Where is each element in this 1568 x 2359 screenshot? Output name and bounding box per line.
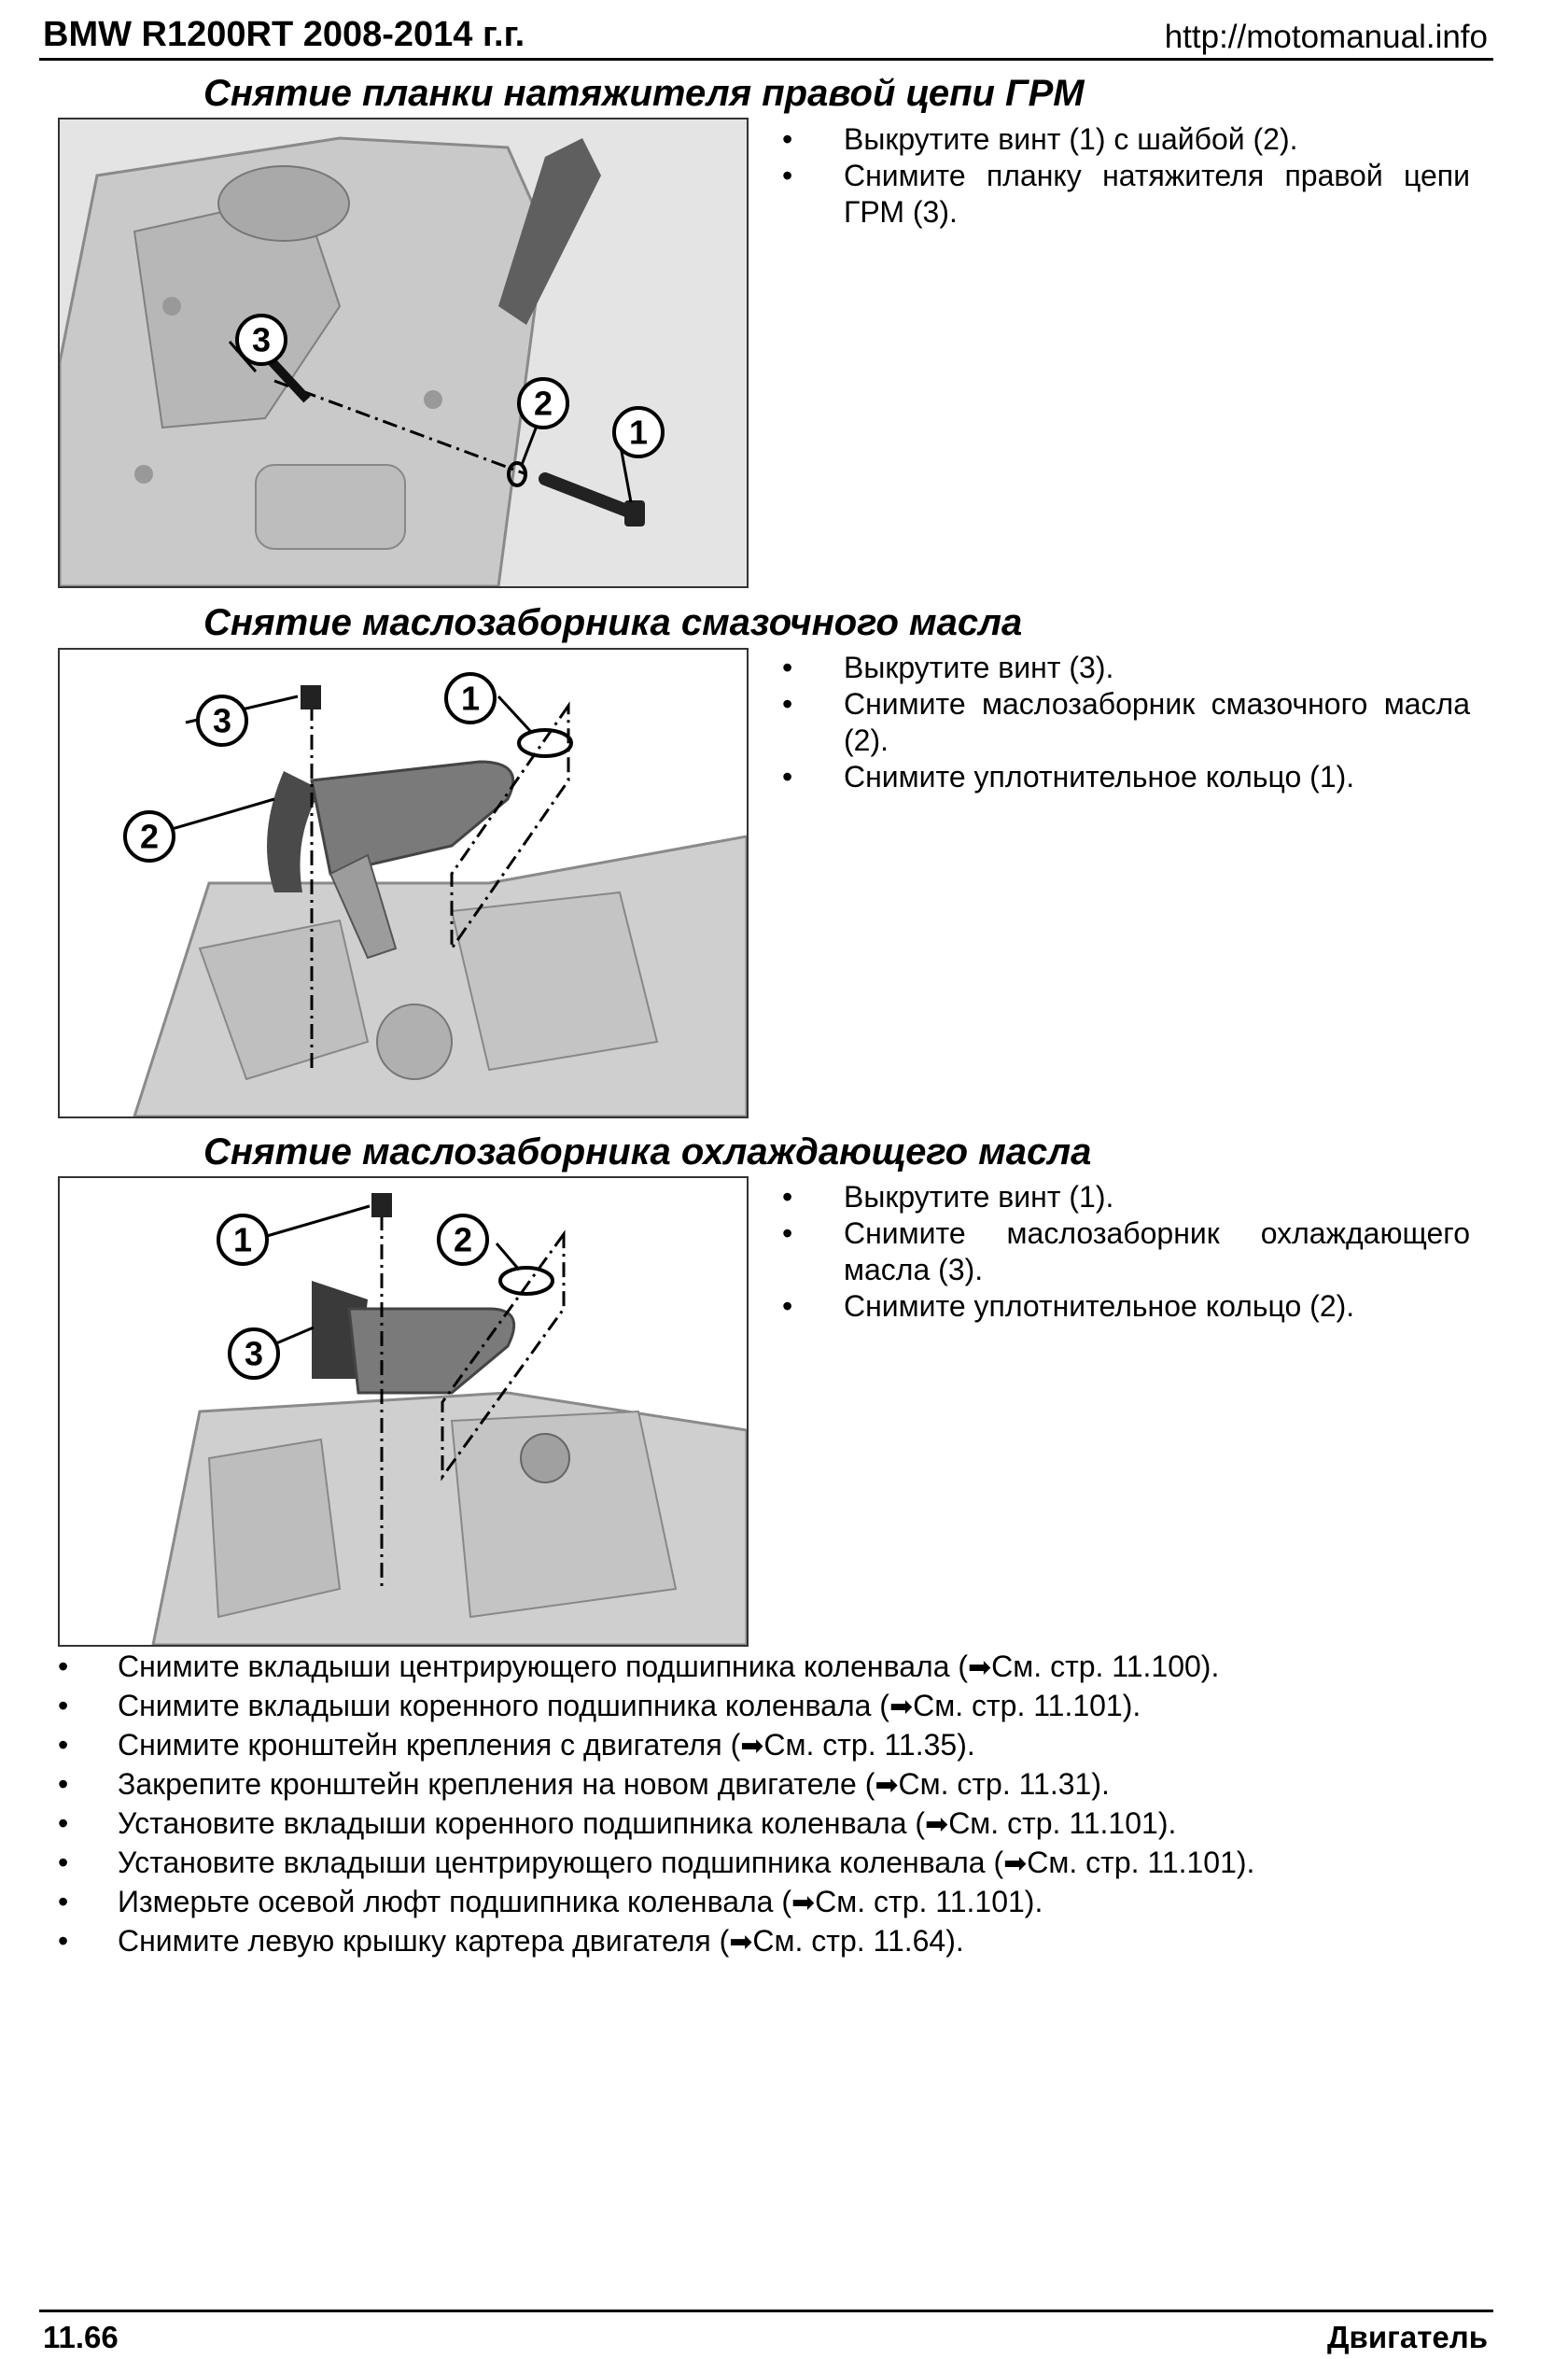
svg-text:1: 1 (232, 1220, 253, 1259)
callout-3 (230, 1329, 278, 1378)
arrow-right-icon: ➡ (791, 1888, 816, 1918)
callout-2 (519, 379, 567, 428)
svg-text:1: 1 (628, 413, 649, 452)
manual-title: BMW R1200RT 2008-2014 г.г. (43, 15, 525, 54)
callout-1 (614, 408, 663, 456)
step-item: • Выкрутите винт (3). (775, 650, 1470, 686)
svg-text:3: 3 (212, 701, 232, 740)
step-item: • Снимите маслозаборник смазочного масла (2). (775, 686, 1470, 759)
procedure-item: • Закрепите кронштейн крепления на новом двигателе (➡См. стр. 11.31). (58, 1765, 1495, 1804)
steps-cooling-pickup (775, 1179, 1470, 1325)
procedure-item: • Установите вкладыши коренного подшипника коленвала (➡См. стр. 11.101). (58, 1804, 1495, 1844)
figure-tensioner-rail (58, 118, 749, 588)
step-item: • Снимите уплотнительное кольцо (1). (775, 759, 1470, 795)
procedure-item: • Снимите левую крышку картера двигателя (➡См. стр. 11.64). (58, 1922, 1495, 1961)
svg-text:3: 3 (251, 320, 272, 359)
page-footer (39, 2310, 1493, 2359)
step-item: • Выкрутите винт (1) с шайбой (2). (775, 121, 1470, 158)
callout-1 (218, 1215, 267, 1264)
steps-tensioner (775, 121, 1470, 231)
page-reference-link[interactable]: См. стр. 11.64). (752, 1924, 964, 1958)
step-item: • Снимите уплотнительное кольцо (2). (775, 1288, 1470, 1325)
step-item: • Снимите маслозаборник охлаждающего масла (3). (775, 1215, 1470, 1288)
procedure-item: • Установите вкладыши центрирующего подшипника коленвала (➡См. стр. 11.101). (58, 1844, 1495, 1883)
svg-text:1: 1 (460, 679, 481, 718)
page-reference-link[interactable]: См. стр. 11.101). (1027, 1846, 1255, 1879)
procedure-list (58, 1648, 1495, 1961)
arrow-right-icon: ➡ (729, 1927, 753, 1958)
arrow-right-icon: ➡ (740, 1731, 764, 1762)
page-reference-link[interactable]: См. стр. 11.100). (991, 1650, 1220, 1683)
page-reference-link[interactable]: См. стр. 11.101). (948, 1806, 1177, 1840)
svg-text:3: 3 (244, 1334, 264, 1373)
callout-1 (446, 674, 495, 723)
procedure-item: • Снимите вкладыши коренного подшипника коленвала (➡См. стр. 11.101). (58, 1687, 1495, 1726)
page-reference-link[interactable]: См. стр. 11.101). (815, 1885, 1043, 1918)
section-title-tensioner: Снятие планки натяжителя правой цепи ГРМ (203, 73, 1085, 114)
svg-text:2: 2 (139, 817, 160, 856)
step-item: • Снимите планку натяжителя правой цепи ГРМ (3). (775, 158, 1470, 231)
procedure-item: • Снимите кронштейн крепления с двигателя (➡См. стр. 11.35). (58, 1726, 1495, 1765)
figure-cooling-pickup (58, 1176, 749, 1647)
figure-lubrication-pickup (58, 648, 749, 1118)
arrow-right-icon: ➡ (889, 1692, 914, 1722)
arrow-right-icon: ➡ (968, 1652, 992, 1683)
page-number: 11.66 (43, 2320, 119, 2354)
procedure-item: • Снимите вкладыши центрирующего подшипника коленвала (➡См. стр. 11.100). (58, 1648, 1495, 1687)
callout-3 (198, 696, 246, 745)
source-url[interactable]: http://motomanual.info (1164, 19, 1488, 55)
page-reference-link[interactable]: См. стр. 11.35). (763, 1728, 975, 1762)
page-header (39, 13, 1493, 61)
svg-text:2: 2 (533, 384, 553, 423)
svg-text:2: 2 (453, 1220, 473, 1259)
callout-3 (237, 316, 286, 364)
chapter-name: Двигатель (1327, 2320, 1488, 2354)
arrow-right-icon: ➡ (925, 1809, 949, 1840)
callout-2 (439, 1215, 487, 1264)
page-reference-link[interactable]: См. стр. 11.101). (913, 1689, 1141, 1722)
section-title-lubrication-pickup: Снятие маслозаборника смазочного масла (203, 602, 1023, 643)
procedure-item: • Измерьте осевой люфт подшипника коленвала (➡См. стр. 11.101). (58, 1883, 1495, 1922)
step-item: • Выкрутите винт (1). (775, 1179, 1470, 1215)
callout-2 (125, 812, 174, 861)
arrow-right-icon: ➡ (1003, 1848, 1028, 1879)
steps-lubrication-pickup (775, 650, 1470, 795)
arrow-right-icon: ➡ (875, 1770, 899, 1801)
page-reference-link[interactable]: См. стр. 11.31). (898, 1767, 1110, 1801)
section-title-cooling-pickup: Снятие маслозаборника охлаждающего масла (203, 1131, 1092, 1172)
